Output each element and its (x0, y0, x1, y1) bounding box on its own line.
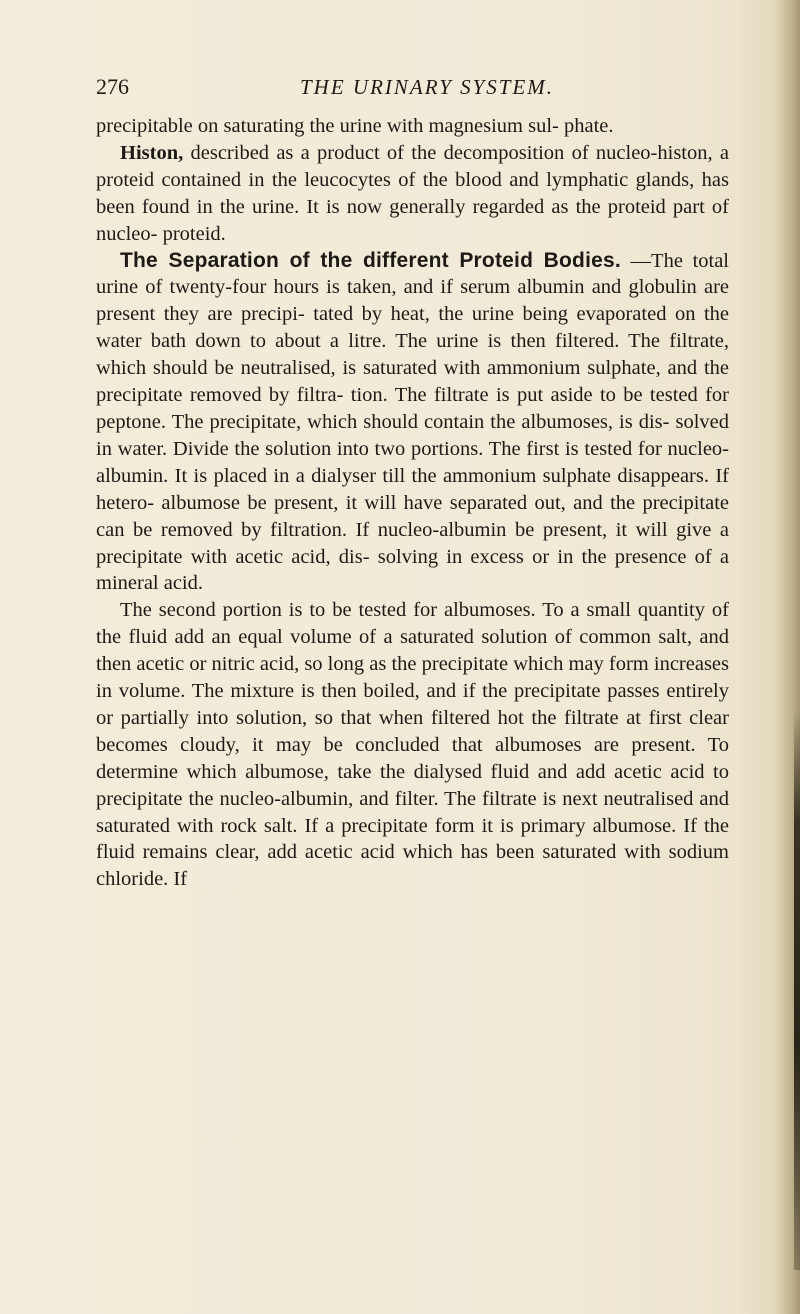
paragraph-separation-text: —The total urine of twenty-four hours is taken, and if serum albumin and globulin are present they are precipi- tated by heat, the urine being evaporated on the water bath down to about a litre. The urine is then filtered. The filtrate, which should be neutralised, is saturated with ammonium sulphate, and the precipitate removed by filtra- tion. The filtrate is put aside to be tested for peptone. The precipitate, which should contain the albumoses, is dis- solved in water. Divide the solution into two portions. The first is tested for nucleo-albumin. It is placed in a dialyser till the ammonium sulphate disappears. If hetero- albumose be present, it will have separated out, and the precipitate can be removed by filtration. If nucleo-albumin be present, it will give a precipitate with acetic acid, dis- solving in excess or in the presence of a mineral acid. (96, 249, 730, 595)
paragraph-second-portion: The second portion is to be tested for albumoses. To a small quantity of the fluid add an equal volume of a saturated solution of common salt, and then acetic or nitric acid, so long as the precipitate which may form increases in volume. The mixture is then boiled, and if the precipitate passes entirely or partially into solution, so that when filtered hot the filtrate at first clear becomes cloudy, it may be concluded that albumoses are present. To determine which albumose, take the dialysed fluid and add acetic acid to precipitate the nucleo-albumin, and filter. The filtrate is next neutralised and saturated with rock salt. If a precipitate form it is primary albumose. If the fluid remains clear, add acetic acid which has been saturated with sodium chloride. If (96, 599, 729, 891)
term-histon: Histon, (120, 141, 184, 164)
page-number: 276 (96, 74, 129, 99)
paragraph-separation (96, 248, 729, 598)
page-header (0, 70, 800, 104)
page-body (96, 113, 729, 893)
running-head: THE URINARY SYSTEM. (300, 75, 555, 99)
section-heading: The Separation of the different Proteid Bodies. (120, 248, 621, 272)
paragraph-histon (96, 140, 729, 248)
paragraph-continuation: precipitable on saturating the urine with magnesium sul- phate. (96, 115, 614, 137)
binding-edge (794, 710, 800, 1270)
paragraph-histon-text: described as a product of the decomposition of nucleo-histon, a proteid contained in the leucocytes of the blood and lymphatic glands, has been found in the urine. It is now generally regarded as the proteid part of nucleo- proteid. (96, 141, 729, 245)
